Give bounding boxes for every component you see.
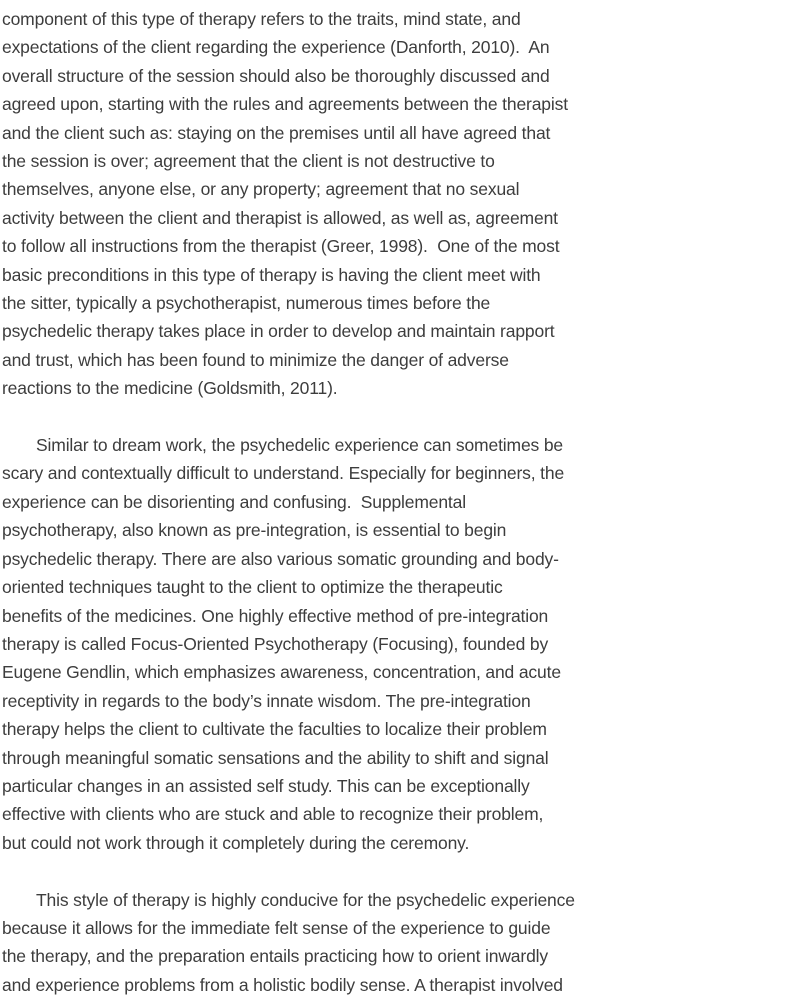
text-line: themselves, anyone else, or any property; agreement that no sexual — [2, 179, 520, 200]
text-line: and the client such as: staying on the premises until all have agreed that — [2, 122, 551, 143]
text-line: receptivity in regards to the body’s innate wisdom. The pre-integration — [2, 690, 531, 711]
text-line: but could not work through it completely during the ceremony. — [2, 832, 470, 853]
text-line: particular changes in an assisted self study. This can be exceptionally — [2, 775, 530, 796]
text-line: therapy helps the client to cultivate the faculties to localize their problem — [2, 719, 547, 740]
text-line: and trust, which has been found to minimize the danger of adverse — [2, 349, 509, 370]
text-line: overall structure of the session should also be thoroughly discussed and — [2, 65, 550, 86]
text-line: the session is over; agreement that the client is not destructive to — [2, 151, 495, 172]
text-line: activity between the client and therapist is allowed, as well as, agreement — [2, 207, 558, 228]
text-line: the therapy, and the preparation entails practicing how to orient inwardly — [2, 946, 548, 967]
text-line: because it allows for the immediate felt sense of the experience to guide — [2, 917, 551, 938]
paragraph — [2, 886, 787, 1000]
text-line: to follow all instructions from the therapist (Greer, 1998). One of the most — [2, 236, 560, 257]
paragraph — [2, 431, 787, 857]
text-line: basic preconditions in this type of therapy is having the client meet with — [2, 264, 541, 285]
text-line: and experience problems from a holistic bodily sense. A therapist involved — [2, 974, 563, 995]
text-line: oriented techniques taught to the client to optimize the therapeutic — [2, 577, 503, 598]
text-line: psychedelic therapy takes place in order to develop and maintain rapport — [2, 321, 555, 342]
text-line: This style of therapy is highly conducive for the psychedelic experience — [36, 889, 575, 910]
document-text — [2, 5, 787, 999]
text-line: psychedelic therapy. There are also various somatic grounding and body- — [2, 548, 559, 569]
text-line: therapy is called Focus-Oriented Psychotherapy (Focusing), founded by — [2, 633, 549, 654]
text-line: psychotherapy, also known as pre-integration, is essential to begin — [2, 520, 507, 541]
text-line: expectations of the client regarding the experience (Danforth, 2010). An — [2, 37, 550, 58]
text-line: agreed upon, starting with the rules and agreements between the therapist — [2, 94, 568, 115]
text-line: effective with clients who are stuck and able to recognize their problem, — [2, 804, 544, 825]
text-line: reactions to the medicine (Goldsmith, 2011). — [2, 378, 338, 399]
text-line: benefits of the medicines. One highly effective method of pre-integration — [2, 605, 549, 626]
text-line: through meaningful somatic sensations and the ability to shift and signal — [2, 747, 549, 768]
text-line: Similar to dream work, the psychedelic experience can sometimes be — [36, 435, 564, 456]
paragraph — [2, 5, 787, 403]
text-line: scary and contextually difficult to understand. Especially for beginners, the — [2, 463, 565, 484]
text-line: component of this type of therapy refers to the traits, mind state, and — [2, 9, 521, 29]
text-line: the sitter, typically a psychotherapist, numerous times before the — [2, 293, 491, 314]
text-line: Eugene Gendlin, which emphasizes awareness, concentration, and acute — [2, 662, 561, 683]
text-line: experience can be disorienting and confusing. Supplemental — [2, 491, 466, 512]
